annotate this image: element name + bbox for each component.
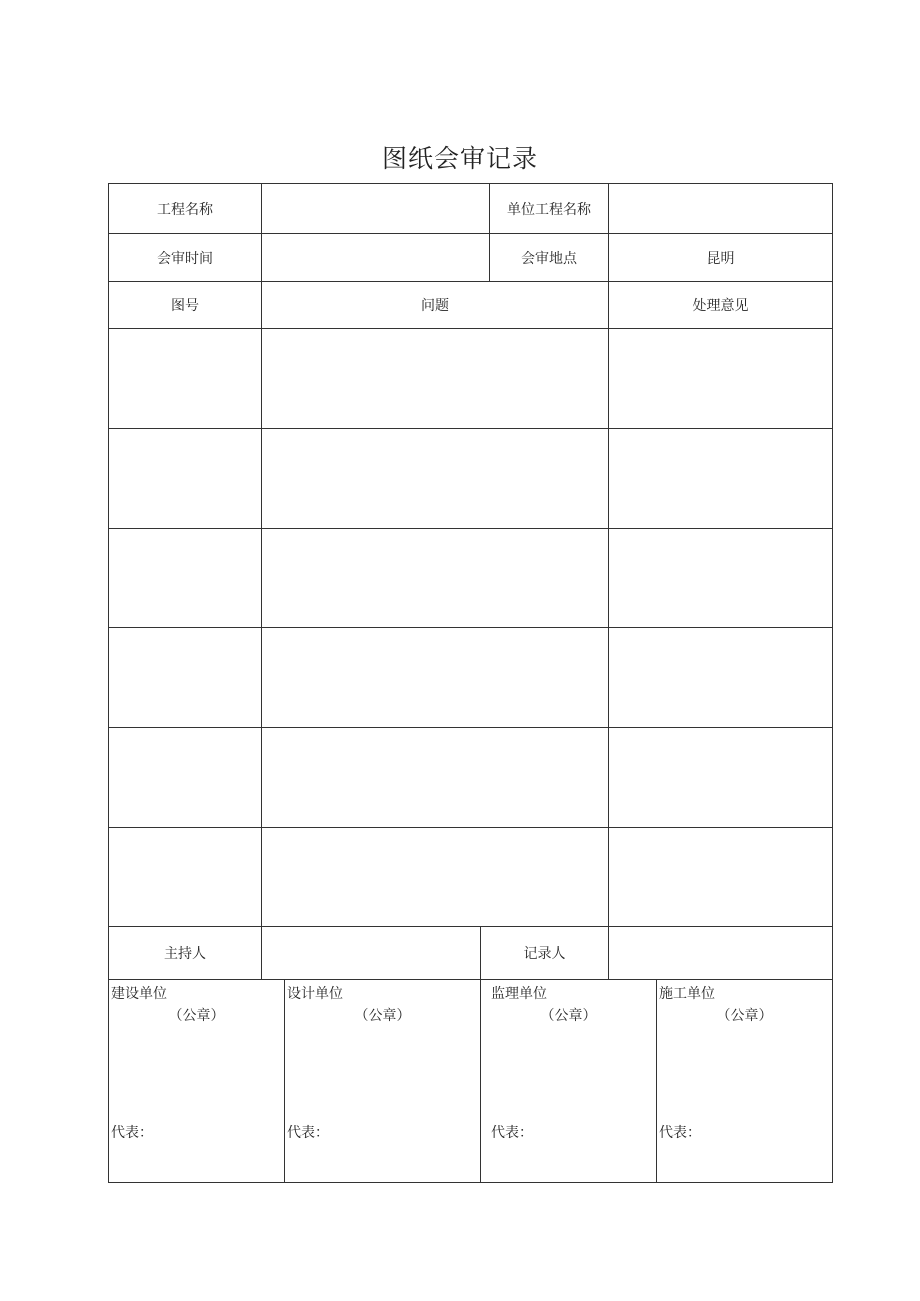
host-field[interactable]: [261, 926, 481, 980]
representative-label: 代表：: [287, 1125, 329, 1141]
signature-unit-label: 监理单位: [491, 986, 547, 1002]
drawing-no-cell[interactable]: [108, 727, 262, 828]
drawing-no-cell[interactable]: [108, 528, 262, 628]
signature-unit-label: 施工单位: [659, 986, 715, 1002]
drawing-no-cell[interactable]: [108, 328, 262, 429]
signature-block-contractor[interactable]: [656, 979, 833, 1183]
resolution-cell[interactable]: [608, 827, 833, 927]
official-seal-label: （公章）: [716, 1008, 773, 1024]
project-name-field[interactable]: [261, 183, 490, 234]
signature-unit-label: 建设单位: [111, 986, 167, 1002]
resolution-cell[interactable]: [608, 328, 833, 429]
col-header-resolution: 处理意见: [608, 281, 833, 329]
drawing-no-cell[interactable]: [108, 428, 262, 529]
project-name-label: 工程名称: [108, 183, 262, 234]
review-time-field[interactable]: [261, 233, 490, 282]
resolution-cell[interactable]: [608, 428, 833, 529]
issue-cell[interactable]: [261, 727, 609, 828]
drawing-no-cell[interactable]: [108, 827, 262, 927]
resolution-cell[interactable]: [608, 727, 833, 828]
issue-cell[interactable]: [261, 428, 609, 529]
representative-label: 代表：: [491, 1125, 533, 1141]
official-seal-label: （公章）: [168, 1008, 225, 1024]
signature-block-owner[interactable]: [108, 979, 285, 1183]
page-title: 图纸会审记录: [381, 144, 538, 173]
recorder-label: 记录人: [480, 926, 609, 980]
col-header-issue: 问题: [261, 281, 609, 329]
review-time-label: 会审时间: [108, 233, 262, 282]
unit-project-name-label: 单位工程名称: [489, 183, 609, 234]
official-seal-label: （公章）: [354, 1008, 411, 1024]
review-place-field[interactable]: 昆明: [608, 233, 833, 282]
review-place-label: 会审地点: [489, 233, 609, 282]
resolution-cell[interactable]: [608, 627, 833, 728]
review-form: [108, 183, 833, 1183]
col-header-drawing-no: 图号: [108, 281, 262, 329]
resolution-cell[interactable]: [608, 528, 833, 628]
representative-label: 代表：: [659, 1125, 701, 1141]
official-seal-label: （公章）: [540, 1008, 597, 1024]
unit-project-name-field[interactable]: [608, 183, 833, 234]
representative-label: 代表：: [111, 1125, 153, 1141]
drawing-no-cell[interactable]: [108, 627, 262, 728]
signature-unit-label: 设计单位: [287, 986, 343, 1002]
issue-cell[interactable]: [261, 328, 609, 429]
issue-cell[interactable]: [261, 528, 609, 628]
host-label: 主持人: [108, 926, 262, 980]
issue-cell[interactable]: [261, 827, 609, 927]
issue-cell[interactable]: [261, 627, 609, 728]
signature-block-designer[interactable]: [284, 979, 481, 1183]
signature-block-supervisor[interactable]: [480, 979, 657, 1183]
recorder-field[interactable]: [608, 926, 833, 980]
